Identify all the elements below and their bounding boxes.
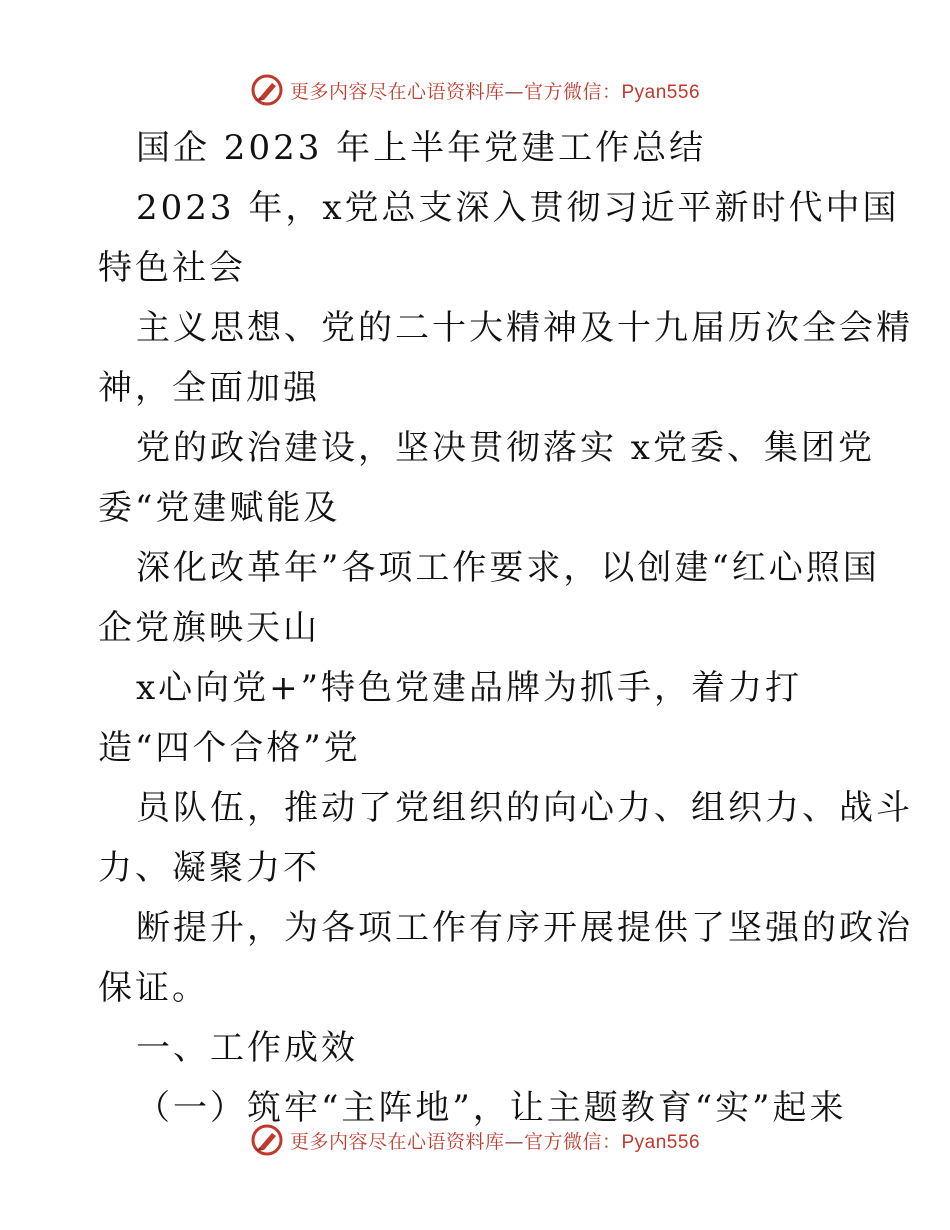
watermark-dash: — xyxy=(504,1130,524,1153)
pen-circle-logo-icon xyxy=(250,1123,284,1157)
paragraph-line: 深化改革年”各项工作要求，以创建“红心照国 xyxy=(136,548,880,588)
watermark-text xyxy=(290,77,700,104)
watermark-main-text: 更多内容尽在心语资料库 xyxy=(289,1130,505,1153)
watermark-sub-text: 官方微信： xyxy=(523,1130,622,1153)
paragraph-line: 委“党建赋能及 xyxy=(98,488,341,528)
paragraph-line: 力、凝聚力不 xyxy=(98,848,320,888)
paragraph-line: 特色社会 xyxy=(98,248,246,288)
watermark-text xyxy=(290,1127,700,1154)
watermark-main-text: 更多内容尽在心语资料库 xyxy=(289,80,505,103)
paragraph-line: 党的政治建设，坚决贯彻落实 x党委、集团党 xyxy=(136,428,875,468)
watermark-dash: — xyxy=(504,80,524,103)
document-title: 国企 2023 年上半年党建工作总结 xyxy=(136,128,707,168)
pen-circle-logo-icon xyxy=(250,73,284,107)
paragraph-line: 造“四个合格”党 xyxy=(98,728,361,768)
paragraph-line: x心向党+”特色党建品牌为抓手，着力打 xyxy=(136,668,803,708)
paragraph-line: 员队伍，推动了党组织的向心力、组织力、战斗 xyxy=(136,788,913,828)
watermark-sub-text: 官方微信： xyxy=(523,80,622,103)
paragraph-line: 断提升，为各项工作有序开展提供了坚强的政治 xyxy=(136,908,913,948)
paragraph-line: 保证。 xyxy=(98,968,209,1008)
watermark-header xyxy=(0,70,950,110)
watermark-footer xyxy=(0,1120,950,1160)
subsection-heading: （一）筑牢“主阵地”，让主题教育“实”起来 xyxy=(136,1088,847,1128)
section-heading: 一、工作成效 xyxy=(136,1028,358,1068)
paragraph-line: 神，全面加强 xyxy=(98,368,320,408)
watermark-id: Pyan556 xyxy=(621,81,701,103)
document-body xyxy=(98,118,913,1138)
watermark-id: Pyan556 xyxy=(621,1131,701,1153)
paragraph-line: 企党旗映天山 xyxy=(98,608,320,648)
paragraph-line: 主义思想、党的二十大精神及十九届历次全会精 xyxy=(136,308,913,348)
paragraph-line: 2023 年，x党总支深入贯彻习近平新时代中国 xyxy=(136,188,900,228)
